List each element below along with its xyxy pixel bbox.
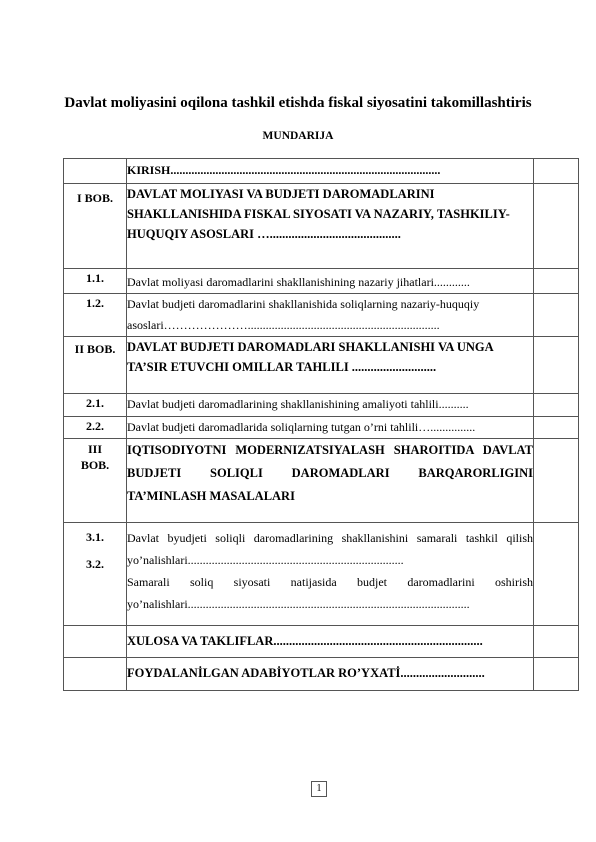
toc-number-chapter-2: II BOB. [64,337,127,394]
document-title: Davlat moliyasini oqilona tashkil etishda fiskal siyosatini takomillashtiris [64,95,532,111]
toc-page-cell [534,626,579,658]
toc-row-intro [64,159,579,184]
toc-number-cell [64,523,127,626]
toc-page-cell [534,159,579,184]
toc-page-cell [534,184,579,269]
toc-number-3-2: 3.2. [86,557,104,571]
toc-row-1-1 [64,269,579,294]
toc-row-references [64,658,579,691]
toc-row-2-2 [64,417,579,439]
toc-entry-chapter-2: DAVLAT BUDJETI DAROMADLARI SHAKLLANISHI VA UNGA TA’SIR ETUVCHI OMILLAR TAHLILI ........................... [127,337,534,394]
table-of-contents [63,158,579,691]
toc-entry-3-1: Davlat byudjeti soliqli daromadlarining shakllanishini samarali tashkil qilish yo’nalishlari........................................................................ [127,531,533,567]
toc-number-cell [64,159,127,184]
toc-entry-conclusion: XULOSA VA TAKLIFLAR................................................................... [127,626,534,658]
toc-entry-2-1: Davlat budjeti daromadlarining shakllanishining amaliyoti tahlili.......... [127,394,534,417]
page-number: 1 [311,781,327,797]
toc-number-3-1: 3.1. [86,530,104,544]
toc-entry-1-2: Davlat budjeti daromadlarini shakllanishida soliqlarning nazariy-huquqiy asoslari…………………................................................................ [127,294,534,337]
toc-page-cell [534,269,579,294]
toc-page-cell [534,523,579,626]
toc-entry-1-1: Davlat moliyasi daromadlarini shakllanishining nazariy jihatlari............ [127,269,534,294]
toc-page-cell [534,394,579,417]
toc-entry-chapter-3: IQTISODIYOTNI MODERNIZATSIYALASH SHAROITIDA DAVLAT BUDJETI SOLIQLI DAROMADLARI BARQARORLIGINI TA’MINLASH MASALALARI [127,439,534,523]
toc-row-3-1-3-2 [64,523,579,626]
toc-entry-intro: KIRISH.......................................................................................... [127,159,534,184]
toc-number-2-1: 2.1. [64,394,127,417]
toc-entry-chapter-1: DAVLAT MOLIYASI VA BUDJETI DAROMADLARINI SHAKLLANISHIDA FISKAL SIYOSATI VA NAZARIY, TASHKILIY-HUQUQIY ASOSLARI ….......................................... [127,184,534,269]
toc-entry-references: FOYDALANİLGAN ADABİYOTLAR RO’YXATİ........................... [127,658,534,691]
toc-page-cell [534,417,579,439]
toc-page-cell [534,337,579,394]
toc-number-2-2: 2.2. [64,417,127,439]
toc-row-2-1 [64,394,579,417]
toc-row-1-2 [64,294,579,337]
toc-row-conclusion [64,626,579,658]
toc-page-cell [534,439,579,523]
toc-row-chapter-1 [64,184,579,269]
toc-number-1-1: 1.1. [64,269,127,294]
toc-heading: MUNDARIJA [262,130,334,142]
toc-number-chapter-1: I BOB. [64,184,127,269]
toc-number-1-2: 1.2. [64,294,127,337]
toc-entry-cell [127,523,534,626]
toc-number-cell [64,658,127,691]
toc-number-chapter-3: III BOB. [64,439,127,523]
toc-row-chapter-2 [64,337,579,394]
toc-page-cell [534,658,579,691]
toc-entry-3-2: Samarali soliq siyosati natijasida budjet daromadlarini oshirish yo’nalishlari.............................................................................................. [127,575,533,611]
toc-page-cell [534,294,579,337]
toc-number-cell [64,626,127,658]
toc-row-chapter-3 [64,439,579,523]
toc-entry-2-2: Davlat budjeti daromadlarida soliqlarning tutgan o’rni tahlili…............... [127,417,534,439]
